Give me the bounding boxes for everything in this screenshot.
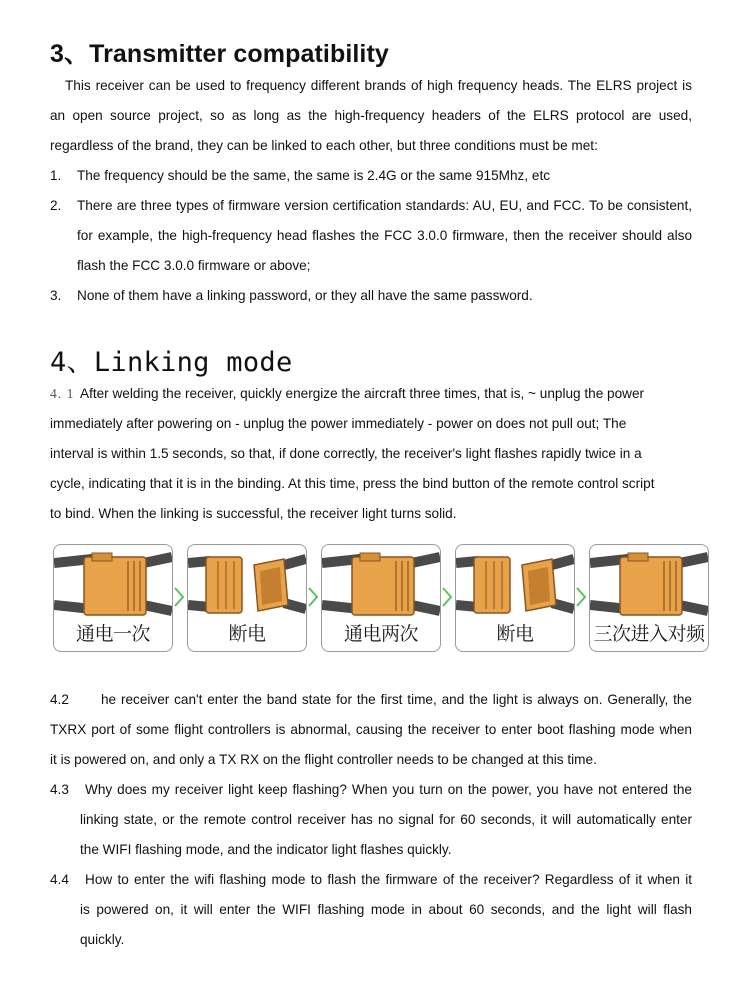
paragraph-4-2-line: he receiver can't enter the band state for the first time, and the light is always on. Generally, the	[101, 692, 692, 707]
paragraph-4-1-line: interval is within 1.5 seconds, so that, if done correctly, the receiver's light flashes rapidly twice in a	[50, 446, 642, 461]
paragraph-4-4-line: is powered on, it will enter the WIFI flashing mode in about 60 seconds, and the light will flash	[80, 902, 692, 917]
paragraph-4-1-line: immediately after powering on - unplug the power immediately - power on does not pull out; The	[50, 416, 627, 431]
list-item-number: 3.	[50, 288, 62, 303]
paragraph-4-2-line: it is powered on, and only a TX RX on the flight controller needs to be changed at this time.	[50, 752, 597, 767]
step-panel	[53, 544, 173, 652]
paragraph-4-1-line: cycle, indicating that it is in the binding. At this time, press the bind button of the remote control script	[50, 476, 655, 491]
list-item-text: for example, the high-frequency head flashes the FCC 3.0.0 firmware, then the receiver should also	[77, 228, 692, 243]
paragraph-number-4-1: 4. 1	[50, 386, 75, 401]
paragraph-4-3-line: the WIFI flashing mode, and the indicator light flashes quickly.	[80, 842, 452, 857]
connector-connected-image	[322, 545, 440, 625]
step-caption: 断电	[228, 624, 266, 645]
paragraph-4-3-line: linking state, or the remote control receiver has no signal for 60 seconds, it will automatically enter	[80, 812, 692, 827]
step-panel	[187, 544, 307, 652]
connector-unplugged-image	[188, 545, 306, 625]
paragraph-4-4-line: How to enter the wifi flashing mode to flash the firmware of the receiver? Regardless of it when it	[85, 872, 692, 887]
step-panel	[589, 544, 709, 652]
paragraph-4-2-line: TXRX port of some flight controllers is abnormal, causing the receiver to enter boot flashing mode when	[50, 722, 692, 737]
chevron-right-icon	[574, 586, 588, 608]
section-3-intro-line-3: regardless of the brand, they can be linked to each other, but three conditions must be met:	[50, 138, 598, 153]
chevron-right-icon	[172, 586, 186, 608]
list-item-text: flash the FCC 3.0.0 firmware or above;	[77, 258, 311, 273]
paragraph-number-4-3: 4.3	[50, 782, 69, 797]
list-item-text: None of them have a linking password, or they all have the same password.	[77, 288, 533, 303]
step-panel	[455, 544, 575, 652]
step-caption: 通电两次	[343, 624, 418, 645]
paragraph-number-4-4: 4.4	[50, 872, 69, 887]
list-item-text: The frequency should be the same, the same is 2.4G or the same 915Mhz, etc	[77, 168, 551, 183]
paragraph-number-4-2: 4.2	[50, 692, 69, 707]
list-item-text: There are three types of firmware version certification standards: AU, EU, and FCC. To be consistent,	[77, 198, 692, 213]
step-caption: 三次进入对频	[593, 624, 705, 645]
connector-connected-image	[590, 545, 708, 625]
step-caption: 通电一次	[75, 624, 150, 645]
paragraph-4-1-line: After welding the receiver, quickly energize the aircraft three times, that is, ~ unplug the power	[80, 386, 645, 401]
section-3-title: 3、Transmitter compatibility	[50, 40, 389, 68]
paragraph-4-3-line: Why does my receiver light keep flashing? When you turn on the power, you have not entered the	[85, 782, 692, 797]
paragraph-4-4-line: quickly.	[80, 932, 125, 947]
chevron-right-icon	[306, 586, 320, 608]
list-item-number: 2.	[50, 198, 62, 213]
section-3-intro-line-1: This receiver can be used to frequency different brands of high frequency heads. The ELRS project is	[65, 78, 692, 93]
step-panel	[321, 544, 441, 652]
list-item-number: 1.	[50, 168, 62, 183]
section-4-title: 4、Linking mode	[50, 347, 293, 378]
paragraph-4-1-line: to bind. When the linking is successful, the receiver light turns solid.	[50, 506, 457, 521]
connector-unplugged-image	[456, 545, 574, 625]
connector-connected-image	[54, 545, 172, 625]
chevron-right-icon	[440, 586, 454, 608]
linking-steps-illustration	[50, 544, 710, 652]
step-caption: 断电	[496, 624, 534, 645]
section-3-intro-line-2: an open source project, so as long as the high-frequency headers of the ELRS protocol are used,	[50, 108, 692, 123]
